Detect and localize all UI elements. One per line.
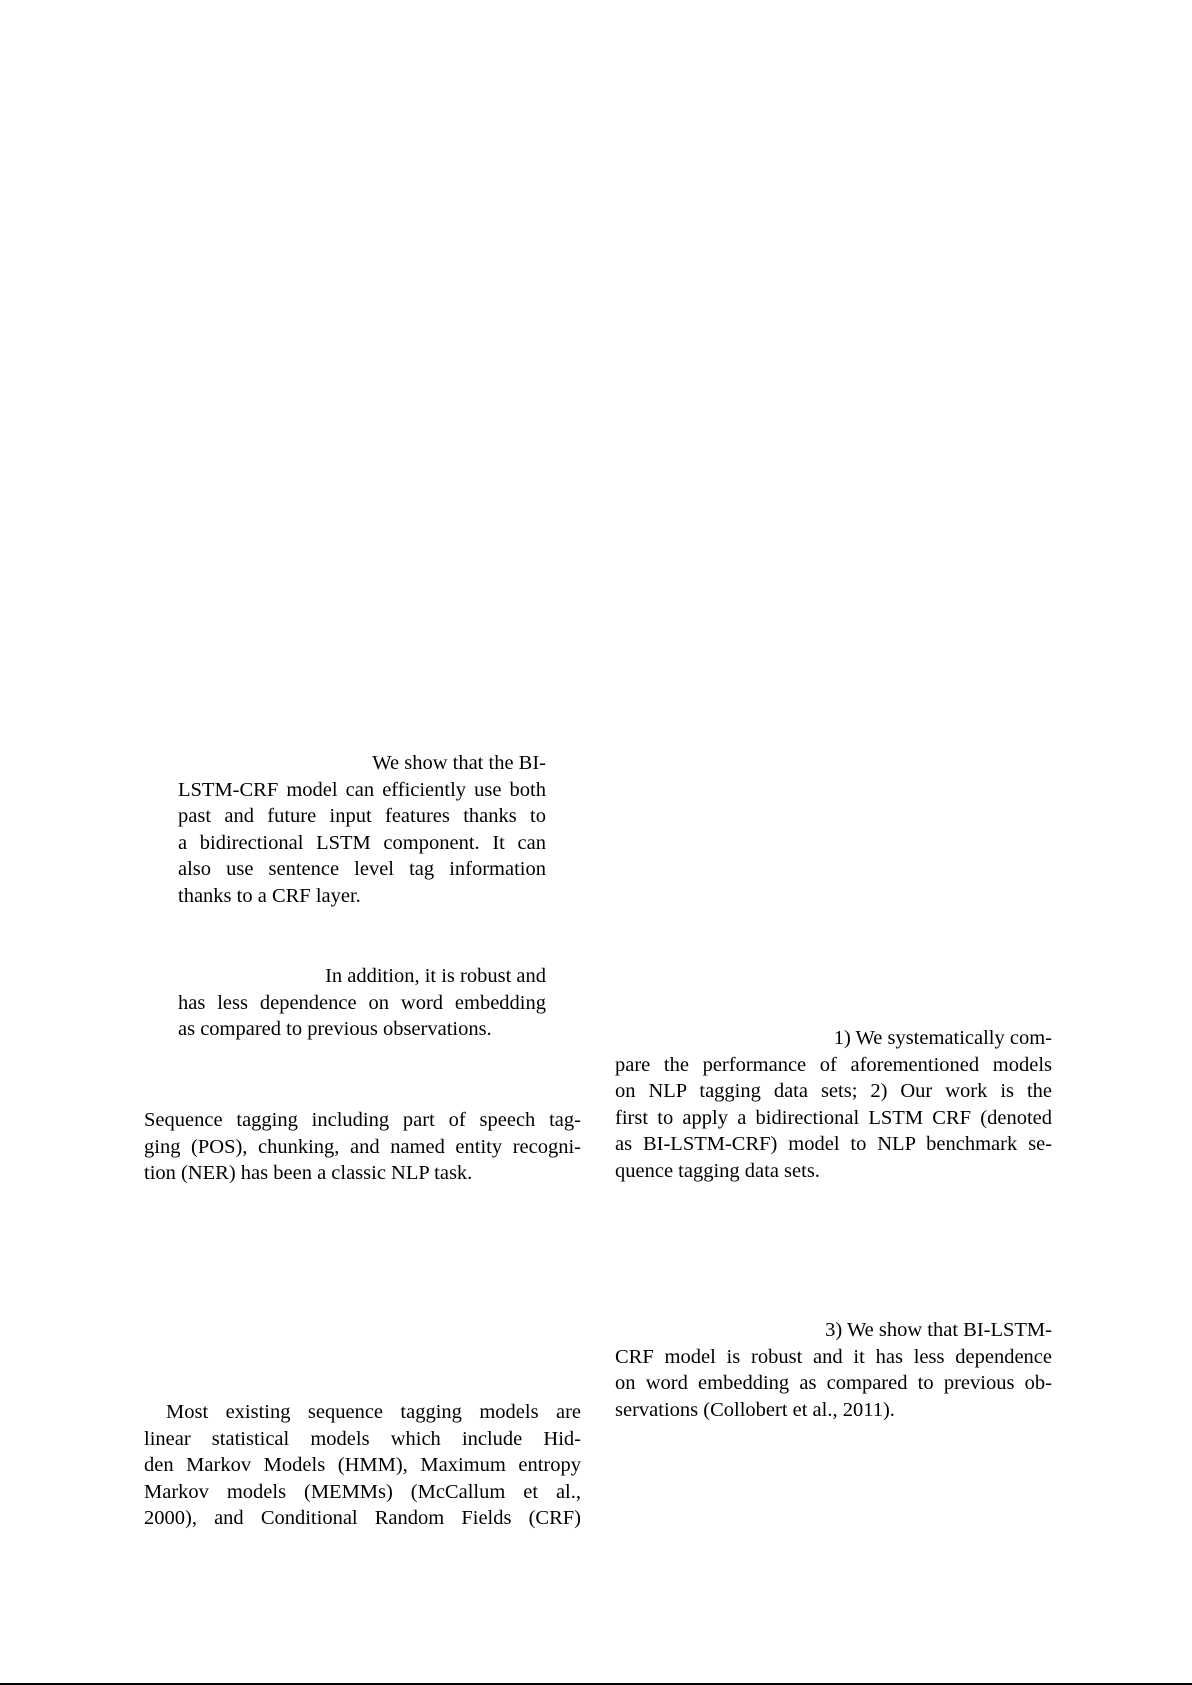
text-line: 1) We systematically com- xyxy=(833,1027,1052,1049)
text-line: In addition, it is robust and xyxy=(325,965,546,987)
text-line: We show that the BI- xyxy=(372,752,546,774)
text-line: on NLP tagging data sets; 2) Our work is the xyxy=(615,1080,1052,1103)
contributions-paragraph-2 xyxy=(615,1317,1052,1423)
text-line: Markov models (MEMMs) (McCallum et al., xyxy=(144,1480,581,1503)
text-line: quence tagging data sets. xyxy=(615,1159,820,1182)
text-line: Most existing sequence tagging models are xyxy=(166,1401,581,1423)
text-line: on word embedding as compared to previous ob- xyxy=(615,1372,1052,1395)
text-line: tion (NER) has been a classic NLP task. xyxy=(144,1162,473,1185)
abstract-paragraph-1 xyxy=(178,750,546,910)
text-line: 2000), and Conditional Random Fields (CRF) xyxy=(144,1507,581,1530)
contributions-paragraph-1 xyxy=(615,1025,1052,1185)
text-line: ging (POS), chunking, and named entity recogni- xyxy=(144,1135,581,1158)
text-line: servations (Collobert et al., 2011). xyxy=(615,1398,895,1421)
text-line: thanks to a CRF layer. xyxy=(178,884,361,907)
intro-paragraph xyxy=(144,1107,581,1187)
text-line: has less dependence on word embedding xyxy=(178,991,546,1014)
text-line: linear statistical models which include Hid- xyxy=(144,1427,581,1450)
text-line: as compared to previous observations. xyxy=(178,1018,492,1041)
text-line: first to apply a bidirectional LSTM CRF (denoted xyxy=(615,1106,1052,1129)
text-line: den Markov Models (HMM), Maximum entropy xyxy=(144,1454,581,1477)
text-line: 3) We show that BI-LSTM- xyxy=(825,1319,1052,1341)
text-line: past and future input features thanks to xyxy=(178,805,546,828)
text-line: a bidirectional LSTM component. It can xyxy=(178,831,546,854)
models-paragraph xyxy=(144,1399,581,1532)
text-line: as BI-LSTM-CRF) model to NLP benchmark se- xyxy=(615,1133,1052,1156)
text-line: pare the performance of aforementioned models xyxy=(615,1053,1052,1076)
text-line: CRF model is robust and it has less dependence xyxy=(615,1345,1052,1368)
abstract-paragraph-2 xyxy=(178,963,546,1043)
text-line: LSTM-CRF model can efficiently use both xyxy=(178,778,546,801)
text-line: also use sentence level tag information xyxy=(178,858,546,881)
text-line: Sequence tagging including part of speech tag- xyxy=(144,1109,581,1131)
